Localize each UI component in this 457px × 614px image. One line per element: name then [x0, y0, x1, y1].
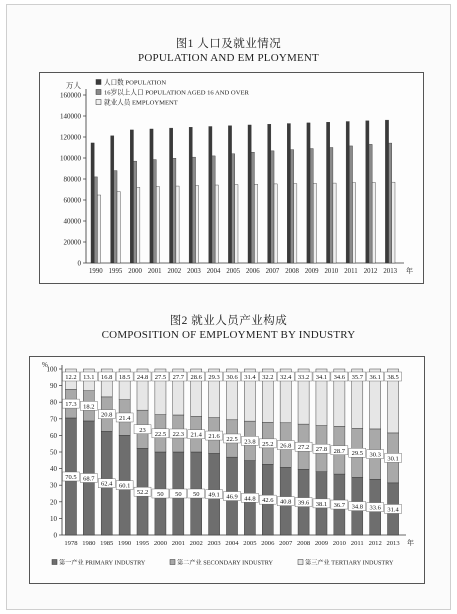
bar-2-2000	[137, 187, 140, 263]
legend-label-1: 第二产业 SECONDARY INDUSTRY	[177, 559, 274, 567]
y-tick-label: 10	[50, 514, 57, 523]
data-label: 49.1	[208, 491, 220, 499]
x-tick-label: 2000	[153, 540, 168, 547]
bar-2-2005	[235, 185, 238, 263]
x-tick-label: 2012	[363, 268, 378, 275]
data-label: 29.3	[208, 374, 220, 381]
data-label: 23.8	[244, 438, 256, 446]
data-label: 22.5	[154, 430, 167, 438]
legend-swatch-2	[298, 560, 303, 565]
bar-0-2002	[170, 128, 173, 263]
data-label: 39.6	[297, 499, 310, 507]
bar-2-1990	[97, 195, 100, 263]
legend-label-2: 就业人员 EMPLOYMENT	[104, 99, 178, 107]
y-tick-label: 30	[50, 481, 57, 490]
data-label: 29.5	[351, 450, 363, 458]
x-tick-label: 2004	[225, 540, 239, 547]
legend-swatch-1	[96, 90, 101, 95]
x-tick-label: 2007	[265, 268, 280, 275]
bar-2-2010	[333, 183, 336, 263]
data-label: 34.8	[351, 503, 363, 511]
legend-swatch-2	[96, 100, 101, 105]
legend-swatch-0	[96, 80, 101, 85]
bar-2-2011	[353, 183, 356, 263]
y-tick-label: 0	[77, 259, 81, 268]
data-label: 18.5	[118, 374, 131, 381]
bar-0-2004	[209, 127, 212, 263]
x-unit-label: 年	[407, 539, 414, 547]
x-tick-label: 1985	[100, 540, 114, 547]
x-tick-label: 2013	[386, 540, 400, 547]
bar-2-2004	[215, 185, 218, 263]
bar-1-2006	[251, 152, 254, 263]
bar-0-2013	[385, 120, 388, 263]
legend-swatch-0	[52, 560, 57, 565]
data-label: 70.5	[65, 473, 77, 481]
bar-0-2008	[287, 124, 290, 263]
bar-2-2001	[156, 187, 159, 263]
data-label: 30.1	[387, 455, 399, 463]
bar-1-2004	[212, 156, 215, 263]
legend-label-2: 第三产业 TERTIARY INDUSTRY	[305, 559, 394, 567]
bar-2-2013	[392, 182, 395, 263]
x-tick-label: 2007	[279, 540, 293, 547]
bar-0-2012	[366, 121, 369, 263]
data-label: 44.8	[244, 495, 256, 503]
bar-0-2003	[189, 127, 192, 263]
bar-0-2011	[346, 122, 349, 263]
chart2-title: COMPOSITION OF EMPLOYMENT BY INDUSTRY	[101, 329, 356, 341]
x-tick-label: 2009	[304, 268, 319, 275]
bar-0-2007	[268, 124, 271, 263]
data-label: 38.5	[387, 374, 399, 381]
y-tick-label: 40000	[63, 217, 81, 226]
bar-0-2009	[307, 123, 310, 263]
x-tick-label: 2006	[246, 268, 260, 275]
x-tick-label: 2003	[207, 540, 221, 547]
bar-1-2011	[349, 146, 352, 263]
y-tick-label: 40	[50, 465, 57, 474]
y-tick-label: 140000	[60, 112, 81, 121]
data-label: 36.1	[369, 374, 381, 381]
legend-label-1: 16岁以上人口 POPULATION AGED 16 AND OVER	[104, 89, 249, 97]
data-label: 33.2	[297, 374, 310, 381]
data-label: 23	[139, 426, 146, 434]
y-tick-label: 160000	[60, 91, 81, 100]
data-label: 31.4	[244, 374, 256, 381]
bar-0-2005	[228, 126, 231, 263]
y-tick-label: 20000	[63, 238, 81, 247]
x-tick-label: 2002	[167, 268, 182, 275]
y-tick-label: 120000	[60, 133, 81, 142]
x-tick-label: 2003	[187, 268, 201, 275]
x-tick-label: 2000	[128, 268, 142, 275]
data-label: 40.8	[279, 498, 292, 506]
data-label: 21.4	[118, 414, 131, 422]
bar-0-1995	[111, 136, 114, 263]
data-label: 50	[175, 491, 182, 498]
bar-2-2009	[313, 183, 316, 263]
data-label: 50	[157, 491, 164, 498]
x-tick-label: 1978	[64, 540, 78, 547]
legend-label-0: 第一产业 PRIMARY INDUSTRY	[59, 559, 146, 567]
data-label: 32.4	[279, 374, 292, 381]
x-tick-label: 2005	[243, 540, 257, 547]
data-label: 30.6	[226, 374, 238, 381]
x-tick-label: 2009	[314, 540, 329, 547]
data-label: 12.2	[65, 374, 77, 381]
data-label: 36.7	[333, 502, 346, 510]
data-label: 27.8	[315, 446, 328, 454]
legend-label-0: 人口数 POPULATION	[104, 79, 167, 87]
bar-0-2006	[248, 125, 251, 263]
bar-2-2003	[196, 186, 199, 263]
chart2-frame	[29, 356, 425, 584]
bar-1-2001	[153, 160, 156, 263]
bar-2-2006	[254, 184, 257, 263]
bar-0-2001	[150, 129, 153, 263]
bar-1-2010	[330, 148, 333, 264]
bar-1-2013	[389, 143, 392, 263]
data-label: 34.1	[315, 374, 328, 381]
x-tick-label: 1990	[118, 540, 132, 547]
x-tick-label: 2004	[206, 268, 221, 275]
bar-1-2005	[232, 154, 235, 263]
bar-2-1995	[117, 192, 120, 263]
data-label: 33.6	[369, 504, 381, 512]
data-label: 27.7	[172, 374, 185, 381]
data-label: 62.4	[101, 480, 113, 488]
data-label: 24.8	[136, 374, 149, 381]
data-label: 22.3	[172, 430, 185, 438]
y-unit-label: 万人	[66, 81, 81, 90]
x-tick-label: 2008	[296, 540, 311, 547]
page	[6, 4, 451, 610]
bar-1-2002	[173, 158, 176, 263]
x-tick-label: 1995	[135, 540, 150, 547]
y-tick-label: 20	[50, 498, 57, 507]
chart1-title: POPULATION AND EM PLOYMENT	[138, 52, 319, 64]
bar-1-2008	[290, 150, 293, 263]
x-tick-label: 2010	[324, 268, 339, 275]
x-tick-label: 2012	[368, 540, 382, 547]
x-tick-label: 2010	[332, 540, 346, 547]
legend-swatch-1	[170, 560, 175, 565]
x-tick-label: 2013	[383, 268, 397, 275]
data-label: 38.1	[315, 500, 328, 508]
data-label: 31.4	[387, 506, 399, 514]
x-tick-label: 1990	[89, 268, 103, 275]
data-label: 20.8	[101, 411, 113, 419]
bar-2-2002	[176, 186, 179, 263]
data-label: 35.7	[351, 374, 363, 381]
data-label: 28.7	[333, 447, 346, 455]
bar-2-2008	[294, 184, 297, 263]
chart2-title-cn: 图2 就业人员产业构成	[169, 315, 288, 327]
data-label: 18.2	[83, 403, 95, 411]
y-tick-label: 80	[50, 398, 57, 407]
data-label: 22.5	[226, 435, 238, 443]
bar-1-1995	[114, 171, 117, 263]
data-label: 27.2	[297, 444, 310, 452]
data-label: 52.2	[136, 489, 149, 497]
y-tick-label: 100000	[60, 154, 81, 163]
bar-1-1990	[94, 177, 97, 263]
y-tick-label: 100	[46, 365, 57, 374]
bar-1-2003	[192, 157, 195, 263]
data-label: 21.4	[190, 431, 202, 439]
data-label: 13.1	[83, 374, 95, 381]
data-label: 46.9	[226, 493, 238, 501]
y-tick-label: 0	[53, 531, 57, 540]
bar-0-2010	[327, 122, 330, 263]
y-tick-label: 50	[50, 448, 57, 457]
y-tick-label: 80000	[63, 175, 81, 184]
bar-2-2012	[372, 182, 375, 263]
x-tick-label: 2002	[189, 540, 203, 547]
y-tick-label: 90	[50, 382, 57, 391]
y-unit-label: %	[42, 361, 48, 369]
data-label: 68.7	[83, 475, 95, 483]
bar-2-2007	[274, 184, 277, 263]
data-label: 60.1	[118, 482, 131, 490]
bar-0-1990	[91, 143, 94, 263]
chart1-frame	[39, 72, 424, 284]
chart1-svg	[40, 73, 423, 283]
x-tick-label: 2001	[147, 268, 162, 275]
data-label: 42.6	[262, 497, 274, 505]
bar-1-2012	[369, 144, 372, 263]
chart2-svg	[30, 357, 424, 583]
x-tick-label: 2005	[226, 268, 240, 275]
x-tick-label: 2006	[261, 540, 275, 547]
data-label: 27.5	[154, 374, 167, 381]
y-tick-label: 70	[50, 415, 57, 424]
y-tick-label: 60	[50, 431, 57, 440]
x-tick-label: 1995	[108, 268, 123, 275]
data-label: 34.6	[333, 374, 346, 381]
x-unit-label: 年	[406, 267, 413, 275]
data-label: 50	[192, 491, 200, 498]
x-tick-label: 2008	[285, 268, 299, 275]
bar-1-2009	[310, 149, 313, 263]
data-label: 17.3	[65, 401, 77, 409]
data-label: 21.6	[208, 433, 220, 441]
x-tick-label: 2011	[344, 268, 358, 275]
bar-0-2000	[130, 130, 133, 263]
bar-1-2007	[271, 151, 274, 263]
x-tick-label: 1980	[82, 540, 96, 547]
data-label: 28.6	[190, 374, 202, 381]
data-label: 25.2	[262, 440, 274, 448]
data-label: 32.2	[262, 374, 274, 381]
y-tick-label: 60000	[63, 196, 81, 205]
chart1-title-cn: 图1 人口及就业情况	[175, 38, 282, 50]
data-label: 26.8	[279, 442, 292, 450]
bar-1-2000	[133, 161, 136, 263]
data-label: 30.3	[369, 451, 381, 459]
x-tick-label: 2001	[171, 540, 185, 547]
x-tick-label: 2011	[350, 540, 364, 547]
data-label: 16.8	[101, 374, 113, 381]
